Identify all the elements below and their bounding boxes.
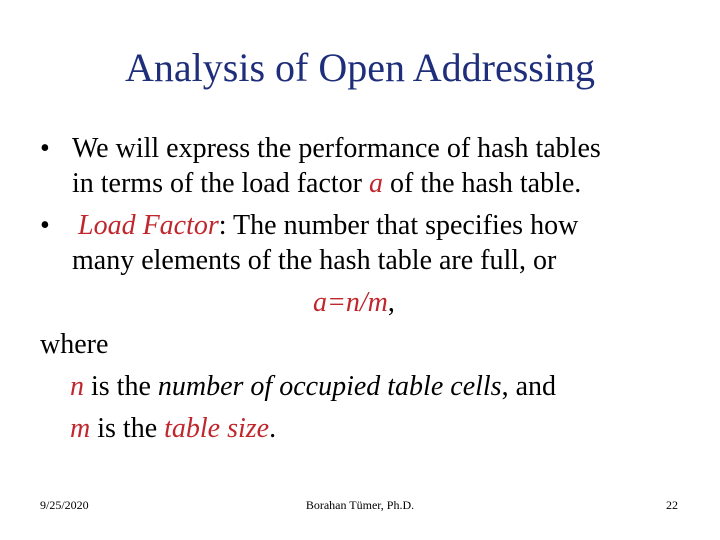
load-factor-symbol: a <box>369 168 384 199</box>
load-factor-term: Load Factor <box>78 210 219 241</box>
slide-title: Analysis of Open Addressing <box>125 45 595 90</box>
bullet-1-line-1: We will express the performance of hash tables <box>72 133 601 164</box>
footer-page-number: 22 <box>666 498 678 512</box>
footer-author: Borahan Tümer, Ph.D. <box>305 498 415 512</box>
definition-m: m is the table size. <box>70 413 277 444</box>
bullet-marker-1: • <box>40 133 50 164</box>
definition-n: n is the number of occupied table cells, and <box>70 371 557 402</box>
bullet-2-line-1: Load Factor: The number that specifies how <box>78 210 579 241</box>
bullet-1-line-2: in terms of the load factor a of the hash table. <box>72 168 582 199</box>
definition-m-desc: table size <box>164 413 270 444</box>
formula-expression: a=n/m <box>313 287 388 318</box>
footer-date: 9/25/2020 <box>40 498 89 512</box>
where-label: where <box>40 329 109 360</box>
formula: a=n/m, <box>313 287 395 318</box>
var-n: n <box>70 371 84 402</box>
var-m: m <box>70 413 91 444</box>
bullet-marker-2: • <box>40 210 50 241</box>
definition-n-desc: number of occupied table cells <box>157 371 502 402</box>
bullet-2-line-2: many elements of the hash table are full, or <box>72 245 557 276</box>
